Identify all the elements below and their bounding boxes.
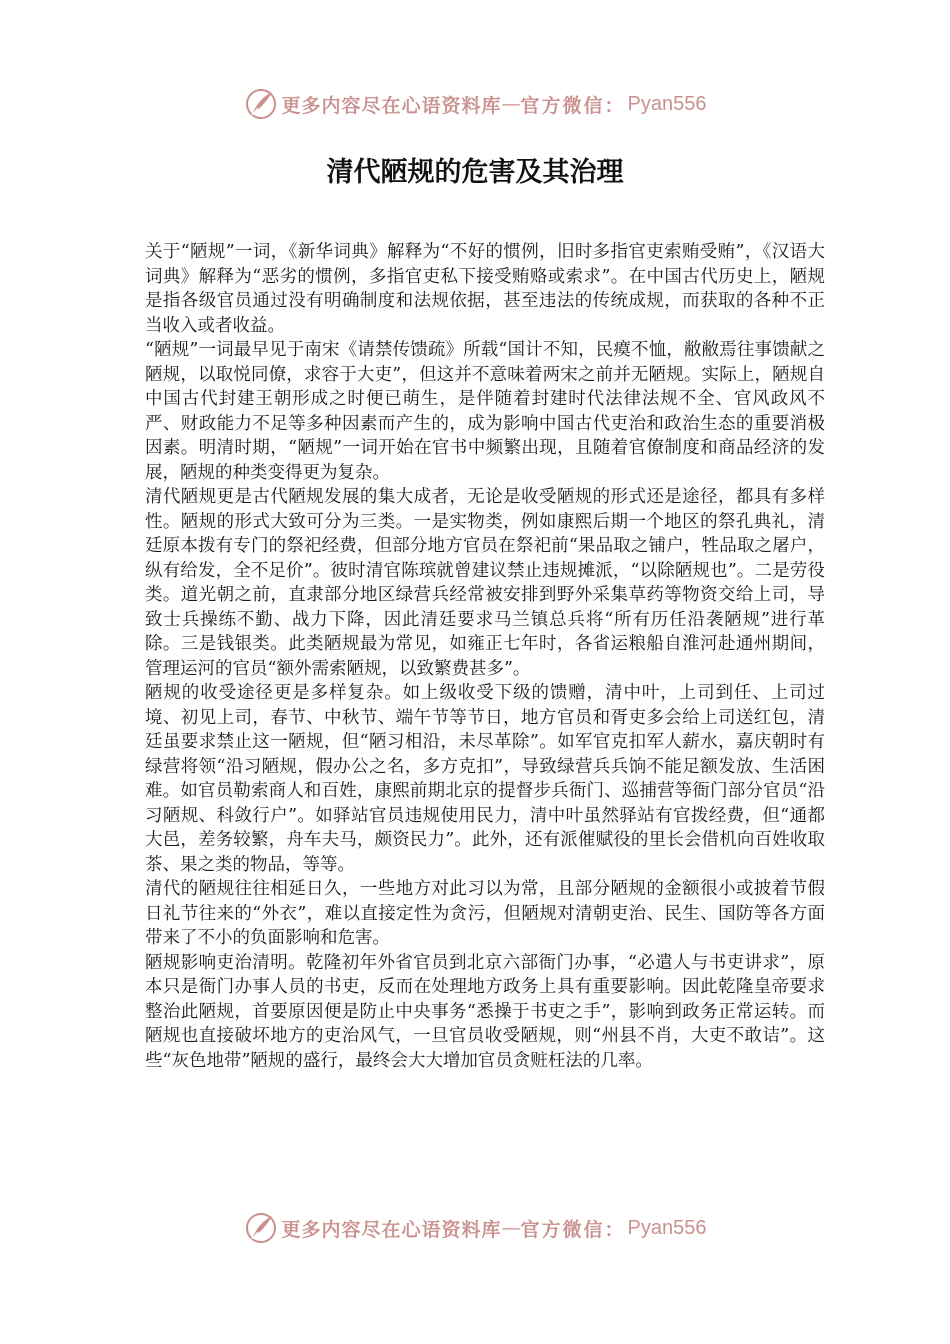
document-body (145, 240, 825, 1073)
footer-banner (0, 1208, 950, 1248)
paragraph: 清代的陋规往往相延日久，一些地方对此习以为常，且部分陋规的金额很小或披着节假日礼节往来的“外衣”，难以直接定性为贪污，但陋规对清朝吏治、民生、国防等各方面带来了不小的负面影响和危害。 (145, 879, 825, 948)
banner-separator: — (501, 93, 521, 115)
banner-text: 更多内容尽在心语资料库 (281, 94, 502, 117)
header-banner (0, 84, 950, 124)
banner-wechat-label: 官方微信： (520, 1218, 626, 1241)
paragraph: “陋规”一词最早见于南宋《请禁传馈疏》所载“国计不知，民瘼不恤，敝敝焉往事馈献之陋规，以取悦同僚，求容于大吏”，但这并不意味着两宋之前并无陋规。实际上，陋规自中国古代封建王朝形成之时便已萌生，是伴随着封建时代法律法规不全、官风政风不严、财政能力不足等多种因素而产生的，成为影响中国古代吏治和政治生态的重要消极因素。明清时期，“陋规”一词开始在官书中频繁出现，且随着官僚制度和商品经济的发展，陋规的种类变得更为复杂。 (145, 340, 825, 483)
banner-wechat-id: Pyan556 (627, 1216, 707, 1239)
quill-pen-icon (244, 87, 278, 121)
banner-wechat-label: 官方微信： (520, 94, 626, 117)
paragraph: 清代陋规更是古代陋规发展的集大成者，无论是收受陋规的形式还是途径，都具有多样性。陋规的形式大致可分为三类。一是实物类，例如康熙后期一个地区的祭孔典礼，清廷原本拨有专门的祭祀经费，但部分地方官员在祭祀前“果品取之铺户，牲品取之屠户，纵有给发，全不足价”。彼时清官陈瑸就曾建议禁止违规摊派，“以除陋规也”。二是劳役类。道光朝之前，直隶部分地区绿营兵经常被安排到野外采集草药等物资交给上司，导致士兵操练不勤、战力下降，因此清廷要求马兰镇总兵将“所有历任沿袭陋规”进行革除。三是钱银类。此类陋规最为常见，如雍正七年时，各省运粮船自淮河赴通州期间，管理运河的官员“额外需索陋规，以致繁费甚多”。 (145, 487, 825, 679)
paragraph: 陋规影响吏治清明。乾隆初年外省官员到北京六部衙门办事，“必遣人与书吏讲求”，原本只是衙门办事人员的书吏，反而在处理地方政务上具有重要影响。因此乾隆皇帝要求整治此陋规，首要原因便是防止中央事务“悉操于书吏之手”，影响到政务正常运转。而陋规也直接破坏地方的吏治风气，一旦官员收受陋规，则“州县不肖，大吏不敢诘”。这些“灰色地带”陋规的盛行，最终会大大增加官员贪赃枉法的几率。 (145, 952, 825, 1071)
paragraph: 陋规的收受途径更是多样复杂。如上级收受下级的馈赠，清中叶，上司到任、上司过境、初见上司，春节、中秋节、端午节等节日，地方官员和胥吏多会给上司送红包，清廷虽要求禁止这一陋规，但“陋习相沿，未尽革除”。如军官克扣军人薪水，嘉庆朝时有绿营将领“沿习陋规，假办公之名，多方克扣”，导致绿营兵兵饷不能足额发放、生活困难。如官员勒索商人和百姓，康熙前期北京的提督步兵衙门、巡捕营等衙门部分官员“沿习陋规、科敛行户”。如驿站官员违规使用民力，清中叶虽然驿站有官拨经费，但“通都大邑，差务较繁，舟车夫马，颇资民力”。此外，还有派催赋役的里长会借机向百姓收取茶、果之类的物品，等等。 (145, 683, 825, 875)
paragraph: 关于“陋规”一词，《新华词典》解释为“不好的惯例，旧时多指官吏索贿受贿”，《汉语大词典》解释为“恶劣的惯例，多指官吏私下接受贿赂或索求”。在中国古代历史上，陋规是指各级官员通过没有明确制度和法规依据，甚至违法的传统成规，而获取的各种不正当收入或者收益。 (145, 242, 825, 336)
banner-separator: — (501, 1217, 521, 1239)
document-title: 清代陋规的危害及其治理 (326, 157, 624, 188)
quill-pen-icon (244, 1211, 278, 1245)
banner-wechat-id: Pyan556 (627, 92, 707, 115)
banner-text: 更多内容尽在心语资料库 (281, 1218, 502, 1241)
